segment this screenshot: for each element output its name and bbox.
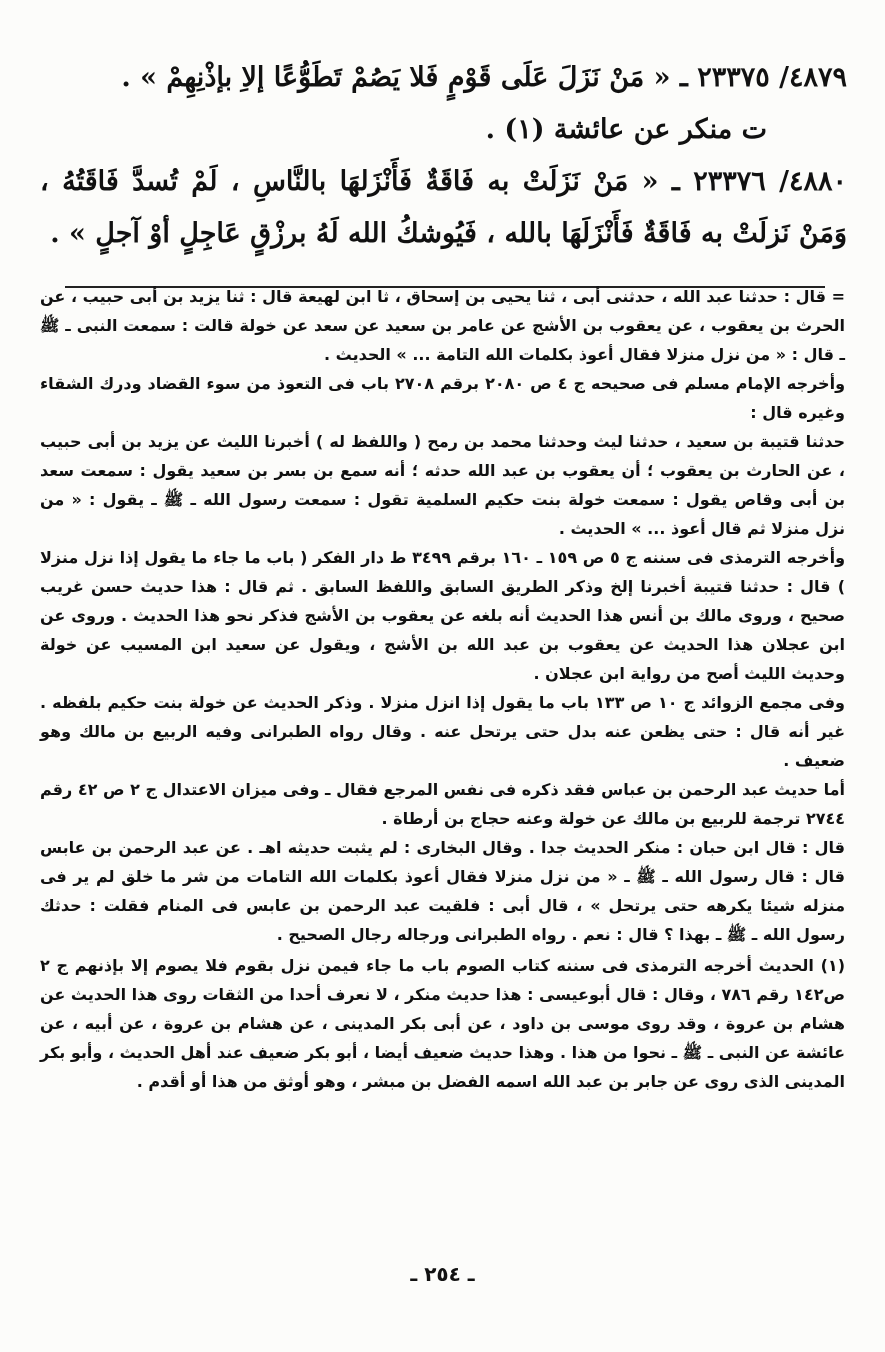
note-muslim: وأخرجه الإمام مسلم فى صحيحه ج ٤ ص ٢٠٨٠ برقم ٢٧٠٨ باب فى التعوذ من سوء القضاد ودرك الشقاء وغيره قال : xyxy=(40,374,846,422)
hadith-4879: ٤٨٧٩/ ٢٣٣٧٥ ـ « مَنْ نَزَلَ عَلَى قَوْمٍ فَلا يَصُمْ تَطَوُّعًا إلاِ بإذْنِهِمْ » . xyxy=(121,62,847,93)
page-number: ـ ٢٥٤ ـ xyxy=(410,1262,475,1286)
footnote-1: (١) الحديث أخرجه الترمذى فى سننه كتاب الصوم باب ما جاء فيمن نزل بقوم فلا يصوم إلا بإذنهم ج ٢ ص١٤٢ رقم ٧٨٦ ، وقال : قال أبوعيسى : هذا حديث منكر ، لا نعرف أحدا من الثقات روى هذا الحديث عن هشام بن عروة ، وقد روى موسى بن داود ، عن أبى بكر المدينى ، عن هشام بن عروة ، عن أبيه ، عن عائشة عن النبى ـ ﷺ ـ نحوا من هذا . وهذا حديث ضعيف أيضا ، أبو بكر ضعيف عند أهل الحديث ، وأبو بكر المدينى الذى روى عن جابر بن عبد الله اسمه الفضل بن مبشر ، وهو أوثق من هذا أو أقدم . xyxy=(40,956,845,1091)
note-mizan: أما حديث عبد الرحمن بن عباس فقد ذكره فى نفس المرجع فقال ـ وفى ميزان الاعتدال ج ٢ ص ٤٢ رقم ٢٧٤٤ ترجمة للربيع بن مالك عن خولة وعنه حجاج بن أرطاة . xyxy=(40,780,846,828)
note-tirmidhi: وأخرجه الترمذى فى سننه ج ٥ ص ١٥٩ ـ ١٦٠ برقم ٣٤٩٩ ط دار الفكر ( باب ما جاء ما يقول إذا نزل منزلا ) قال : حدثنا قتيبة أخبرنا إلخ وذكر الطريق السابق واللفظ السابق . ثم قال : هذا حديث حسن غريب صحيح ، وروى مالك بن أنس هذا الحديث أنه بلغه عن يعقوب بن الأشج فذكر نحو هذا الحديث . وروى عن ابن عجلان هذا الحديث عن يعقوب بن عبد الله بن الأشج ، ويقول عن سعيد ابن المسيب عن خولة وحديث الليث أصح من رواية ابن عجلان . xyxy=(40,548,846,683)
main-text xyxy=(40,52,847,260)
note-majma: وفى مجمع الزوائد ج ١٠ ص ١٣٣ باب ما يقول إذا انزل منزلا . وذكر الحديث عن خولة بنت حكيم بلفظه . غير أنه قال : حتى يظعن عنه بدل حتى يرتحل عنه . وقال رواه الطبرانى وفيه الربيع بن مالك وهو ضعيف . xyxy=(40,693,845,770)
hadith-4880: ٤٨٨٠/ ٢٣٣٧٦ ـ « مَنْ نَزَلَتْ به فَاقَةٌ فَأَنْزَلهَا بالنَّاسِ ، لَمْ تُسدَّ فَاقَتُهُ ، وَمَنْ نَزلَتْ به فَاقَةٌ فَأَنْزَلَهَا بالله ، فَيُوشكُ الله لَهُ برزْقٍ عَاجِلٍ أوْ آجلٍ » . xyxy=(40,166,847,249)
hadith-4879-grading: ت منكر عن عائشة (١) . xyxy=(485,114,767,145)
note-muslim-isnad: حدثنا قتيبة بن سعيد ، حدثنا ليث وحدثنا محمد بن رمح ( واللفظ له ) أخبرنا الليث عن يزيد بن أبى حبيب ، عن الحارث بن يعقوب ؛ أن يعقوب بن عبد الله حدثه ؛ أنه سمع بن بسر بن سعيد يقول : سمعت سعد بن أبى وقاص يقول : سمعت خولة بنت حكيم السلمية تقول : سمعت رسول الله ـ ﷺ ـ يقول : « من نزل منزلا ثم قال أعوذ ... » الحديث . xyxy=(40,432,845,538)
footnotes xyxy=(40,282,845,1096)
note-continuation: = قال : حدثنا عبد الله ، حدثنى أبى ، ثنا يحيى بن إسحاق ، ثا ابن لهيعة قال : ثنا يزيد بن أبى حبيب ، عن الحرث بن يعقوب ، عن يعقوب بن الأشج عن عامر بن سعيد عن سعد عن خولة قالت : سمعت النبى ـ ﷺ ـ قال : « من نزل منزلا فقال أعوذ بكلمات الله التامة ... » الحديث . xyxy=(40,287,845,364)
note-ibn-hibban: قال : قال ابن حبان : منكر الحديث جدا . وقال البخارى : لم يثبت حديثه اهـ . عن عبد الرحمن بن عابس قال : قال رسول الله ـ ﷺ ـ « من نزل منزلا فقال أعوذ بكلمات الله التامات من شر ما خلق لم ير فى منزله شيئا يكرهه حتى يرتحل » ، قال أبى : فلقيت عبد الرحمن بن عابس فى المنام فقلت : حدثك رسول الله ـ ﷺ ـ بهذا ؟ قال : نعم . رواه الطبرانى ورجاله رجال الصحيح . xyxy=(40,838,845,944)
